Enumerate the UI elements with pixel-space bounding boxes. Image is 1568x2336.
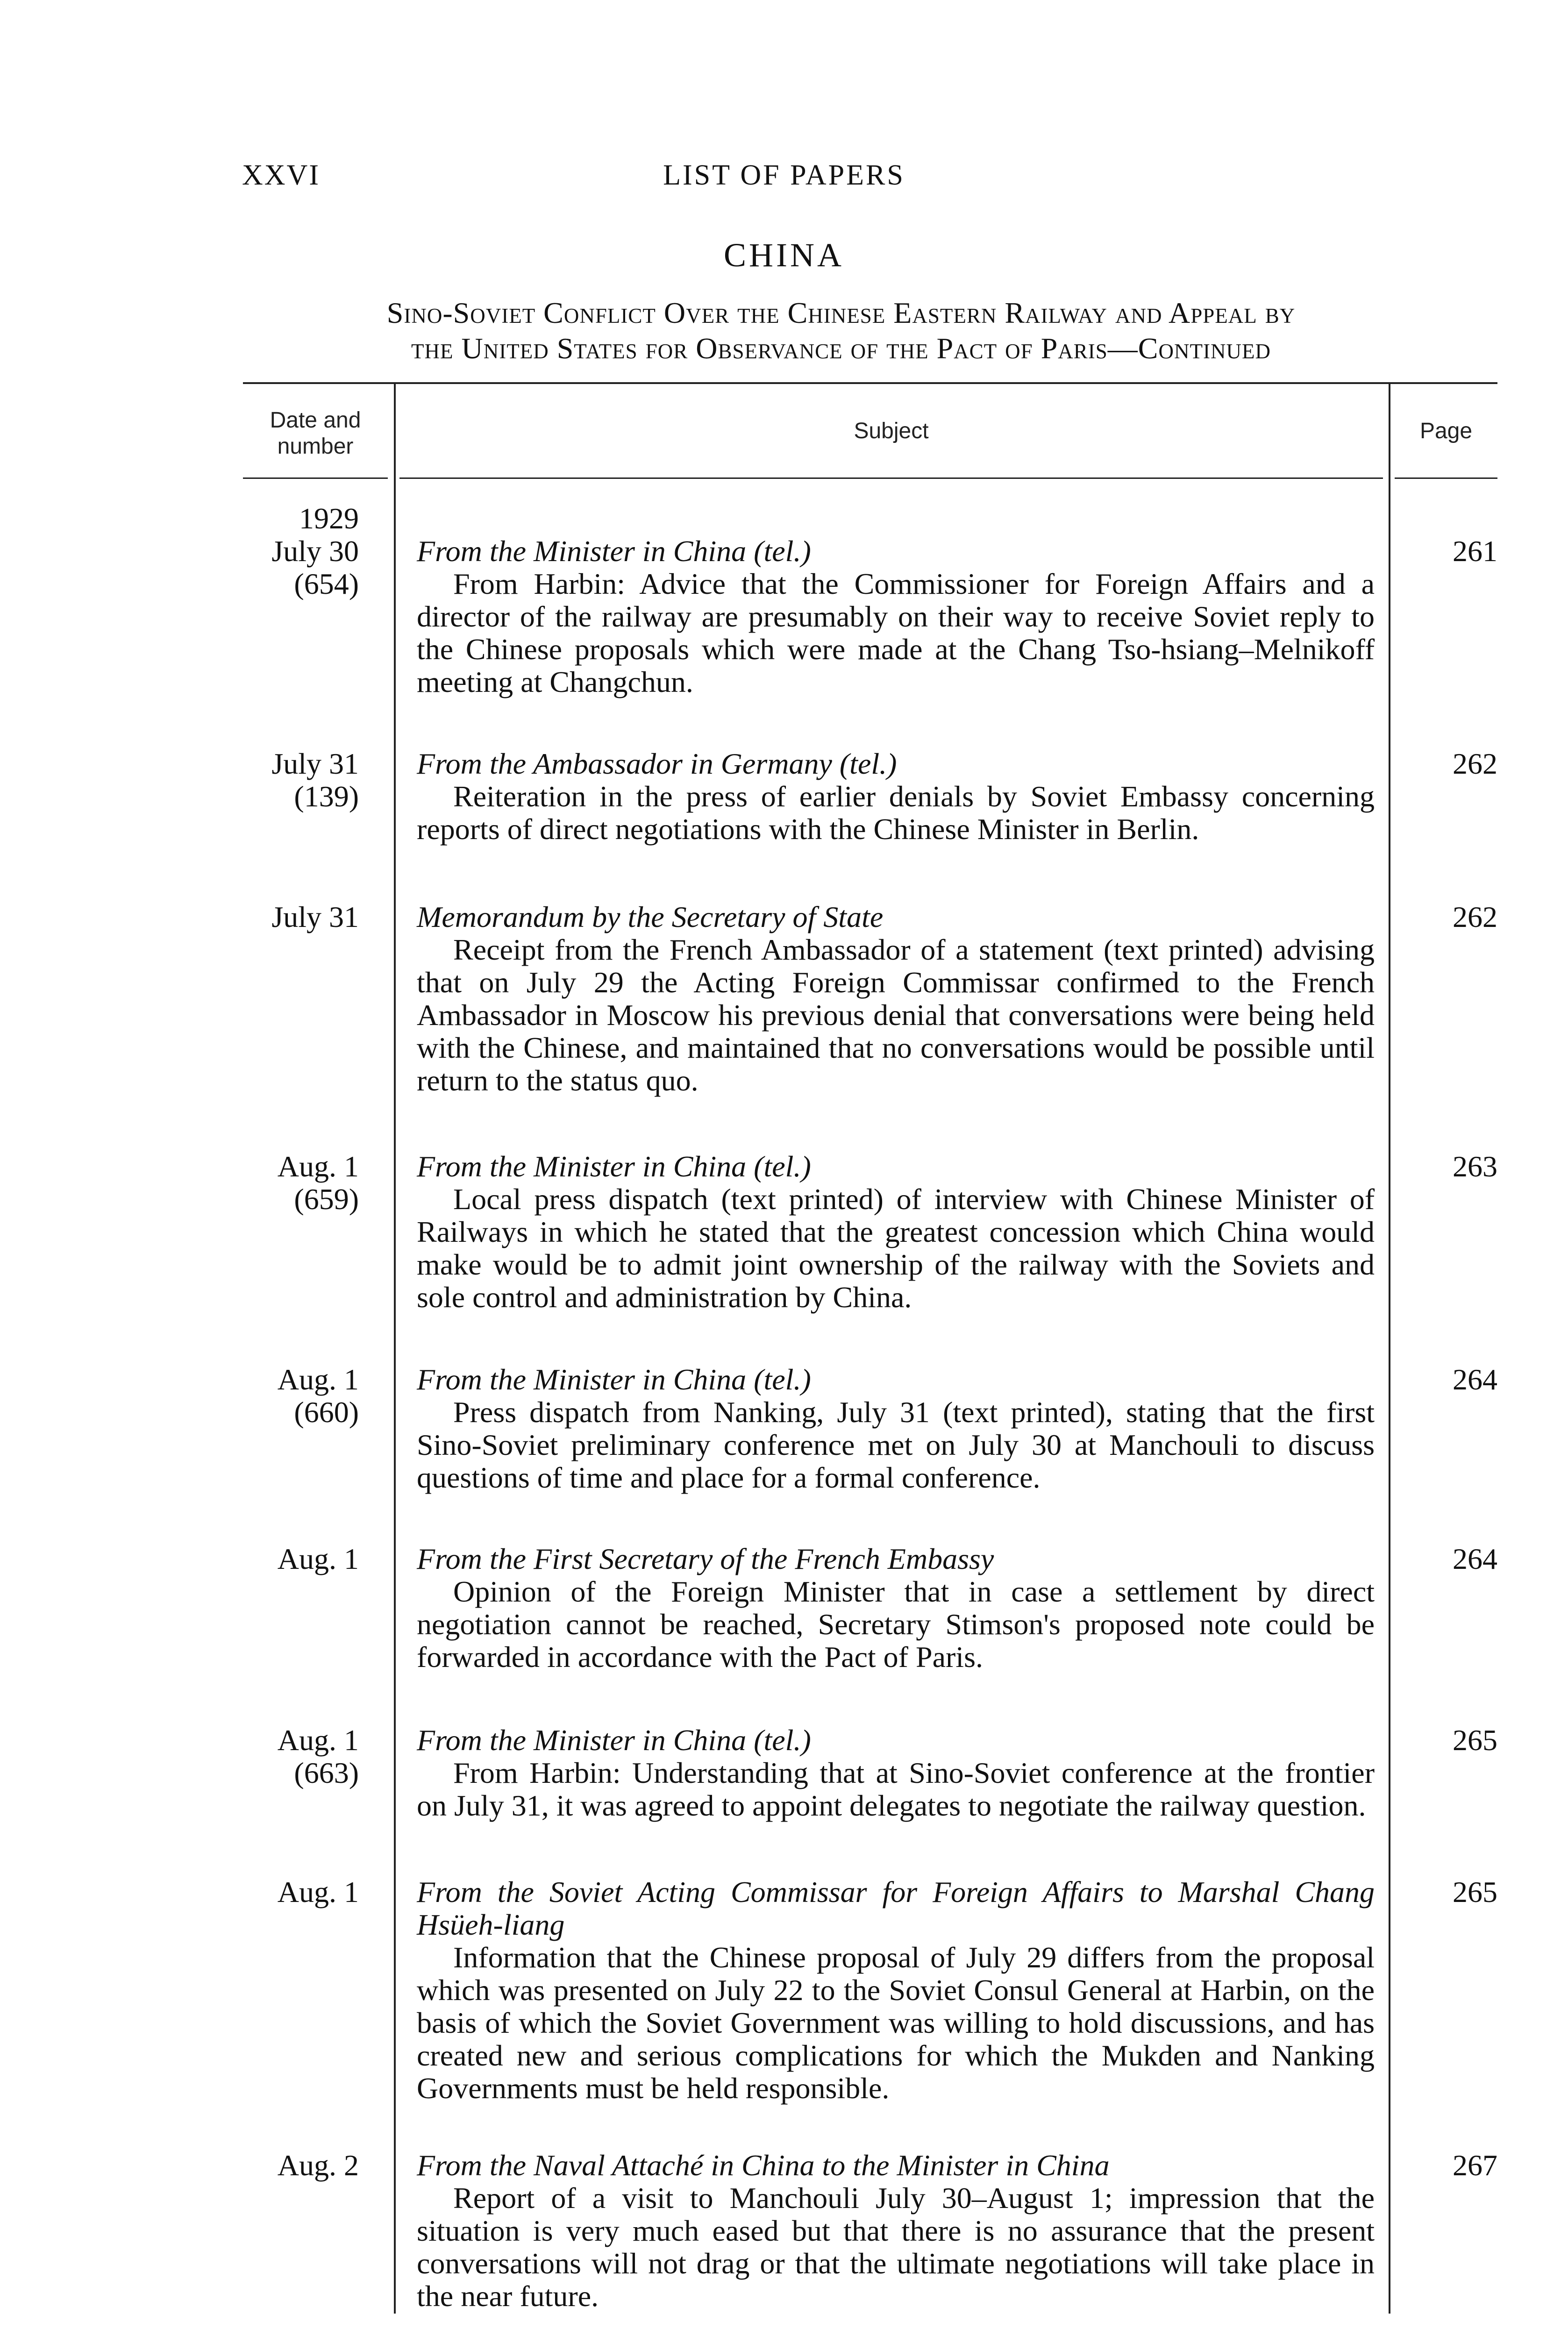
column-divider-left xyxy=(394,384,396,2314)
entry-page: 261 xyxy=(1453,534,1497,568)
entry-page: 267 xyxy=(1453,2149,1497,2182)
entry-date: July 30 (654) xyxy=(271,534,359,600)
entry-date: Aug. 1 xyxy=(277,1875,359,1909)
entry-date: Aug. 1 (663) xyxy=(277,1724,359,1789)
header-rule-subject xyxy=(399,477,1383,479)
entry-date: Aug. 1 xyxy=(277,1542,359,1575)
header-rule-date xyxy=(243,477,388,479)
entry-date: Aug. 1 (659) xyxy=(277,1150,359,1216)
entry-page: 262 xyxy=(1453,747,1497,780)
entry-subject: From the First Secretary of the French Embassy Opinion of the Foreign Minister that in case a settlement by direct negotiation cannot be reached, Secretary Stimson's proposed note could be forwarded in accordance with the Pact of Paris. xyxy=(417,1542,1375,1674)
entry-page: 264 xyxy=(1453,1363,1497,1396)
column-divider-right xyxy=(1389,384,1390,2314)
entry-subject: From the Soviet Acting Commissar for Foreign Affairs to Marshal Chang Hsüeh-liang Information that the Chinese proposal of July 29 differs from the proposal which was presented on July 22 to the Soviet Consul General at Harbin, on the basis of which the Soviet Government was willing to hold discussions, and has created new and serious complications for which the Mukden and Nanking Governments must be held responsible. xyxy=(417,1875,1375,2105)
column-header-page: Page xyxy=(1419,419,1473,443)
entry-subject: From the Naval Attaché in China to the Minister in China Report of a visit to Manchouli July 30–August 1; impression that the situation is very much eased but that there is no assurance that the present conversations will not drag or that the ultimate negotiations will take place in the near future. xyxy=(417,2149,1375,2313)
column-header-date: Date and number xyxy=(270,408,361,459)
entry-page: 264 xyxy=(1453,1542,1497,1575)
running-head xyxy=(0,159,1568,201)
column-header-subject: Subject xyxy=(854,419,929,443)
entry-page: 263 xyxy=(1453,1150,1497,1183)
header-rule-page xyxy=(1395,477,1497,479)
entry-page: 265 xyxy=(1453,1875,1497,1909)
page-number: XXVI xyxy=(242,159,320,191)
entry-page: 265 xyxy=(1453,1724,1497,1757)
section-title-line-2: the United States for Observance of the Pact of Paris—Continued xyxy=(411,332,1271,365)
entry-subject: From the Minister in China (tel.) From Harbin: Understanding that at Sino-Soviet conference at the frontier on July 31, it was agreed to appoint delegates to negotiate the railway question. xyxy=(417,1724,1375,1822)
entry-subject: From the Ambassador in Germany (tel.) Reiteration in the press of earlier denials by Soviet Embassy concerning reports of direct negotiations with the Chinese Minister in Berlin. xyxy=(417,747,1375,846)
year-label: 1929 xyxy=(299,502,359,535)
entry-subject: From the Minister in China (tel.) From Harbin: Advice that the Commissioner for Foreign Affairs and a director of the railway are presumably on their way to receive Soviet reply to the Chinese proposals which were made at the Chang Tso-hsiang–Melnikoff meeting at Changchun. xyxy=(417,534,1375,698)
entry-page: 262 xyxy=(1453,900,1497,933)
entry-date: July 31 xyxy=(271,900,359,933)
section-title xyxy=(224,295,1458,366)
running-title: LIST OF PAPERS xyxy=(663,159,905,191)
table-top-rule xyxy=(243,382,1497,384)
entry-date: Aug. 2 xyxy=(277,2149,359,2182)
entry-date: July 31 (139) xyxy=(271,747,359,813)
entry-subject: Memorandum by the Secretary of State Receipt from the French Ambassador of a statement (text printed) advising that on July 29 the Acting Foreign Commissar confirmed to the French Ambassador in Moscow his previous denial that conversations were being held with the Chinese, and maintained that no conversations would be possible until return to the status quo. xyxy=(417,900,1375,1097)
entry-subject: From the Minister in China (tel.) Press dispatch from Nanking, July 31 (text printed), stating that the first Sino-Soviet preliminary conference met on July 30 at Manchouli to discuss questions of time and place for a formal conference. xyxy=(417,1363,1375,1494)
section-title-line-1: Sino-Soviet Conflict Over the Chinese Eastern Railway and Appeal by xyxy=(386,296,1296,329)
entry-date: Aug. 1 (660) xyxy=(277,1363,359,1429)
country-heading: CHINA xyxy=(724,236,844,274)
entry-subject: From the Minister in China (tel.) Local press dispatch (text printed) of interview with Chinese Minister of Railways in which he stated that the greatest concession which China would make would be to admit joint ownership of the railway with the Soviets and sole control and administration by China. xyxy=(417,1150,1375,1314)
